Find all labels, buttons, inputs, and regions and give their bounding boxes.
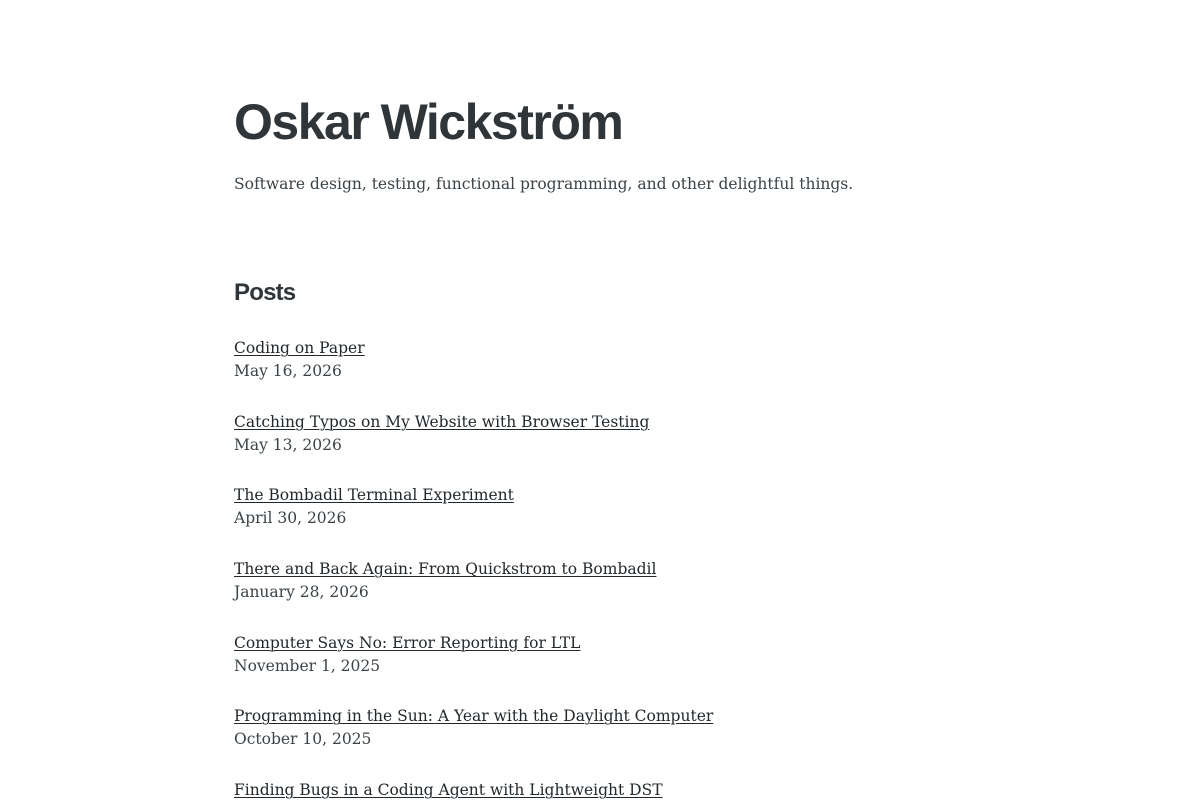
post-link[interactable]: There and Back Again: From Quickstrom to Bombadil	[234, 560, 657, 579]
list-item	[234, 631, 713, 705]
list-item	[234, 778, 713, 800]
post-date: May 13, 2026	[234, 435, 342, 454]
post-link[interactable]: Programming in the Sun: A Year with the Daylight Computer	[234, 707, 714, 726]
post-date: November 1, 2025	[234, 656, 381, 675]
post-link[interactable]: Coding on Paper	[234, 339, 365, 357]
site-title[interactable]: Oskar Wickström	[234, 94, 623, 150]
list-item	[234, 410, 713, 484]
post-date: October 10, 2025	[234, 730, 372, 749]
list-item	[234, 557, 713, 631]
post-date: January 28, 2026	[234, 583, 369, 602]
post-link[interactable]: The Bombadil Terminal Experiment	[234, 486, 514, 505]
site-tagline: Software design, testing, functional programming, and other delightful things.	[234, 175, 854, 193]
post-link[interactable]: Catching Typos on My Website with Browser Testing	[234, 412, 650, 431]
post-link[interactable]: Computer Says No: Error Reporting for LTL	[234, 633, 581, 652]
list-item	[234, 336, 713, 410]
post-date: April 30, 2026	[234, 509, 347, 528]
post-date: May 16, 2026	[234, 362, 342, 380]
posts-heading: Posts	[234, 279, 296, 306]
list-item	[234, 483, 713, 557]
post-link[interactable]: Finding Bugs in a Coding Agent with Lightweight DST	[234, 781, 663, 800]
list-item	[234, 704, 713, 778]
post-list	[234, 336, 713, 800]
